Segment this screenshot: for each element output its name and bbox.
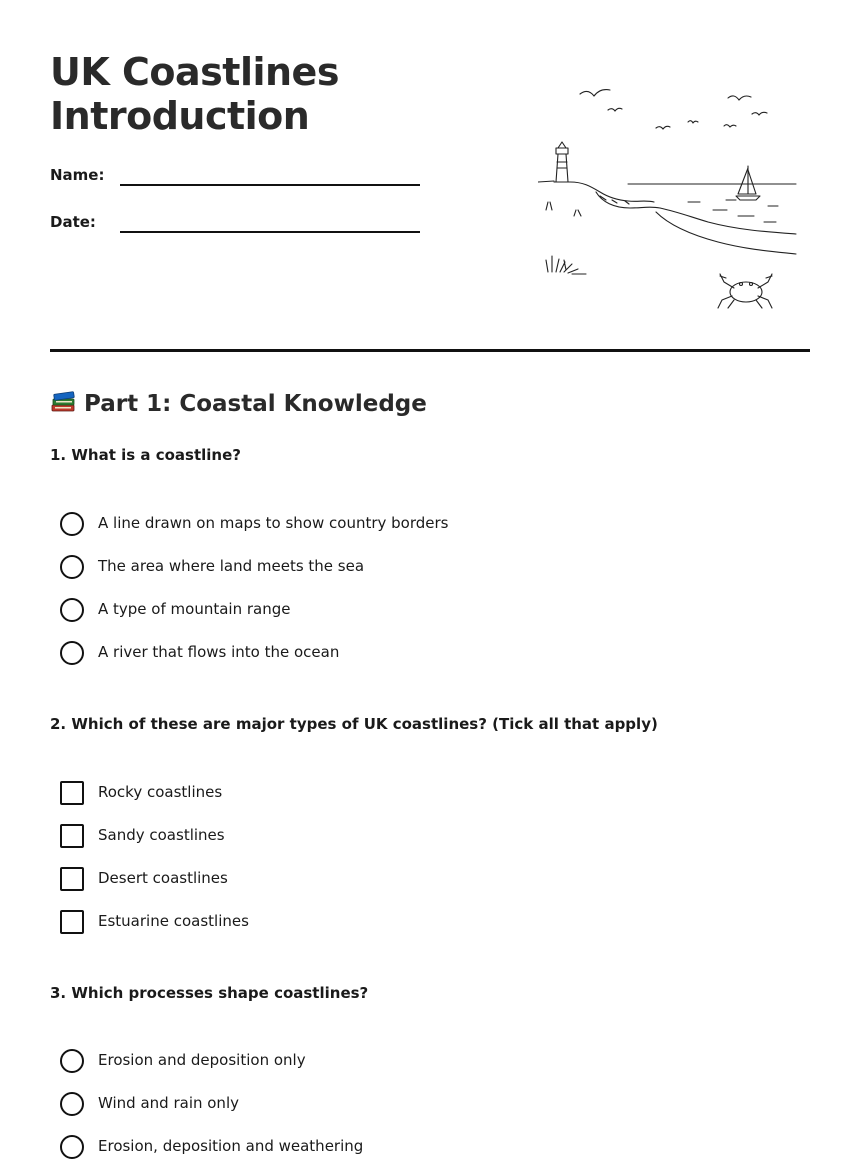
checkbox[interactable] [60,824,84,848]
name-label: Name: [50,166,105,184]
seagull-icon [580,90,610,96]
q2-option-1[interactable] [60,781,660,807]
seagull-icon [656,126,670,129]
seagull-icon [724,125,736,127]
books-icon [50,389,76,415]
lighthouse-icon [554,142,570,182]
name-field-row [50,166,430,196]
radio-button[interactable] [60,512,84,536]
seagull-icon [608,108,622,111]
checkbox[interactable] [60,781,84,805]
radio-button[interactable] [60,1049,84,1073]
page-title [50,50,410,138]
coastline-illustration [538,82,808,322]
option-label: Erosion and deposition only [98,1051,306,1069]
radio-button[interactable] [60,1135,84,1159]
seagull-icon [688,121,698,123]
question-2: 2. Which of these are major types of UK coastlines? (Tick all that apply) [50,715,658,733]
option-label: A river that flows into the ocean [98,643,340,661]
option-label: Wind and rain only [98,1094,239,1112]
crab-icon [718,274,772,308]
checkbox[interactable] [60,910,84,934]
radio-button[interactable] [60,598,84,622]
option-label: A line drawn on maps to show country borders [98,514,449,532]
seagull-icon [752,112,767,115]
seagull-icon [728,96,751,100]
option-label: Desert coastlines [98,869,228,887]
q3-option-1[interactable] [60,1049,660,1075]
date-label: Date: [50,213,96,231]
section-title-part-1 [50,389,427,417]
q1-option-3[interactable] [60,598,660,624]
date-field-row [50,213,430,243]
radio-button[interactable] [60,555,84,579]
sailboat-icon [736,166,760,200]
q3-option-2[interactable] [60,1092,660,1118]
checkbox[interactable] [60,867,84,891]
question-3: 3. Which processes shape coastlines? [50,984,369,1002]
radio-button[interactable] [60,641,84,665]
section-title-text: Part 1: Coastal Knowledge [84,391,427,417]
radio-button[interactable] [60,1092,84,1116]
q3-option-3[interactable] [60,1135,660,1161]
option-label: A type of mountain range [98,600,291,618]
q2-option-4[interactable] [60,910,660,936]
page-title-line-2: Introduction [50,94,310,138]
q2-option-2[interactable] [60,824,660,850]
q2-option-3[interactable] [60,867,660,893]
q1-option-2[interactable] [60,555,660,581]
header-divider [50,349,810,352]
option-label: The area where land meets the sea [98,557,365,575]
q1-option-4[interactable] [60,641,660,667]
option-label: Sandy coastlines [98,826,225,844]
date-input-line[interactable] [120,231,420,233]
name-input-line[interactable] [120,184,420,186]
option-label: Estuarine coastlines [98,912,249,930]
page-title-line-1: UK Coastlines [50,50,339,94]
question-1: 1. What is a coastline? [50,446,241,464]
q1-option-1[interactable] [60,512,660,538]
option-label: Erosion, deposition and weathering [98,1137,364,1155]
option-label: Rocky coastlines [98,783,223,801]
